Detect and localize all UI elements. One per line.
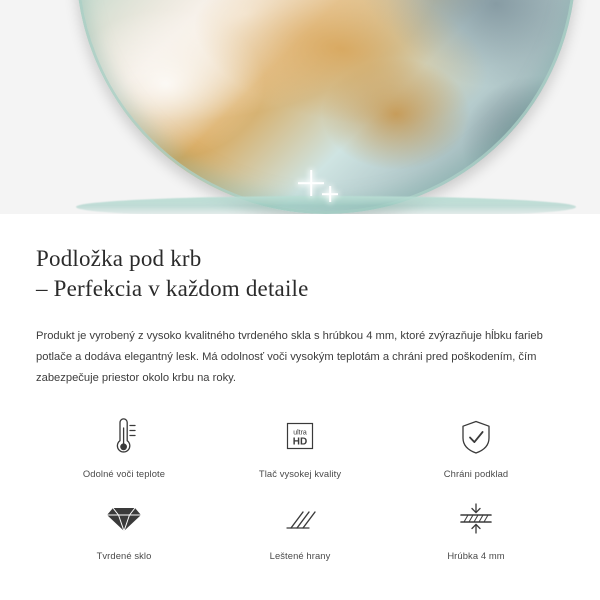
feature-label: Tlač vysokej kvality <box>258 468 342 479</box>
content-area <box>0 214 600 561</box>
diamond-icon <box>102 497 146 541</box>
feature-item-tempered-glass <box>36 497 212 561</box>
page-title <box>36 244 564 304</box>
svg-text:HD: HD <box>292 436 308 448</box>
feature-label: Leštené hrany <box>269 550 331 561</box>
headline-line-1: Podložka pod krb <box>36 246 202 271</box>
shield-check-icon <box>457 415 495 459</box>
sparkle-icon <box>322 186 338 202</box>
feature-label: Chráni podklad <box>443 468 509 479</box>
feature-label: Odolné voči teplote <box>82 468 166 479</box>
feature-item-polished-edges <box>212 497 388 561</box>
feature-item-thickness <box>388 497 564 561</box>
svg-text:ultra: ultra <box>293 429 307 437</box>
description-paragraph: Produkt je vyrobený z vysoko kvalitného tvrdeného skla s hrúbkou 4 mm, ktoré zvýrazňuje hĺbku farieb potlače a dodáva elegantný lesk. Má odolnosť voči vysokým teplotám a chráni pred poškodením, čím zabezpečuje priestor okolo krbu na roky. <box>36 330 543 384</box>
sparkle-icon <box>298 170 324 196</box>
feature-item-print-quality <box>212 415 388 479</box>
ultra-hd-icon <box>279 415 321 459</box>
feature-grid <box>36 415 564 561</box>
feature-label: Tvrdené sklo <box>96 550 152 561</box>
thickness-icon <box>454 497 498 541</box>
headline-line-2: – Perfekcia v každom detaile <box>36 276 309 301</box>
polished-edges-icon <box>278 497 322 541</box>
feature-item-protects-surface <box>388 415 564 479</box>
feature-label: Hrúbka 4 mm <box>447 550 505 561</box>
thermometer-icon <box>106 415 142 459</box>
hero-image <box>0 0 600 214</box>
feature-item-temperature <box>36 415 212 479</box>
